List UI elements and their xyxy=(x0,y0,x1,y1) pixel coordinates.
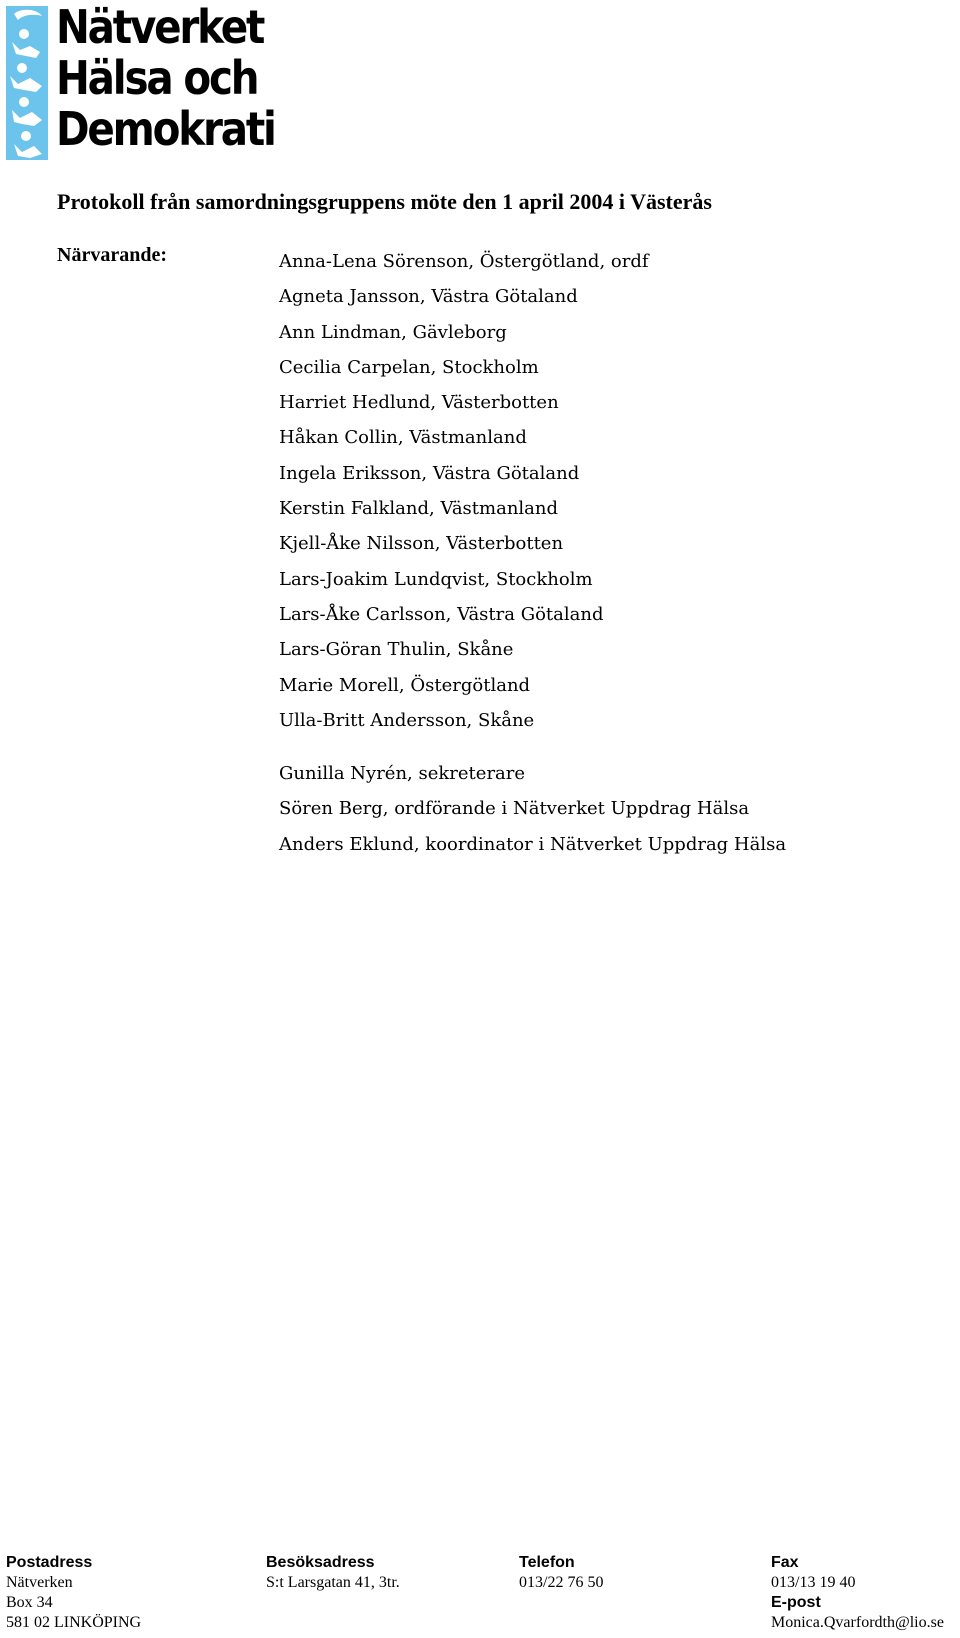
list-item: Gunilla Nyrén, sekreterare xyxy=(279,763,526,784)
footer-line: S:t Larsgatan 41, 3tr. xyxy=(266,1574,400,1591)
footer-line: 581 02 LINKÖPING xyxy=(6,1614,142,1631)
list-item: Håkan Collin, Västmanland xyxy=(279,427,527,449)
list-item: Cecilia Carpelan, Stockholm xyxy=(279,356,539,378)
other-attendees-list xyxy=(279,756,786,862)
list-item: Lars-Åke Carlsson, Västra Götaland xyxy=(279,603,604,625)
attendance-list xyxy=(279,244,649,738)
logo-line: Demokrati xyxy=(56,102,275,156)
list-item: Harriet Hedlund, Västerbotten xyxy=(279,392,559,414)
attendance-label: Närvarande: xyxy=(57,244,167,266)
list-item: Anna-Lena Sörenson, Östergötland, ordf xyxy=(279,251,649,272)
footer-fax xyxy=(771,1553,944,1633)
footer-telefon xyxy=(519,1553,603,1593)
footer-postadress xyxy=(6,1553,141,1633)
list-item: Marie Morell, Östergötland xyxy=(279,674,531,696)
logo-wordmark xyxy=(56,2,275,155)
footer-line: Nätverken xyxy=(6,1574,73,1591)
list-item: Anders Eklund, koordinator i Nätverket Uppdrag Hälsa xyxy=(279,833,787,855)
list-item: Lars-Joakim Lundqvist, Stockholm xyxy=(279,568,593,590)
list-item: Lars-Göran Thulin, Skåne xyxy=(279,639,514,661)
list-item: Kjell-Åke Nilsson, Västerbotten xyxy=(279,533,564,555)
footer-line: 013/22 76 50 xyxy=(519,1574,604,1591)
footer-heading: Telefon xyxy=(519,1554,575,1571)
logo-line: Hälsa och xyxy=(56,51,258,105)
footer-besoksadress xyxy=(266,1553,400,1593)
list-item: Agneta Jansson, Västra Götaland xyxy=(279,286,578,308)
list-item: Kerstin Falkland, Västmanland xyxy=(279,498,559,520)
list-item: Sören Berg, ordförande i Nätverket Uppdrag Hälsa xyxy=(279,798,750,820)
logo-figures-icon xyxy=(6,6,48,160)
document-title: Protokoll från samordningsgruppens möte den 1 april 2004 i Västerås xyxy=(57,189,712,214)
footer-line: Box 34 xyxy=(6,1594,53,1611)
list-item: Ann Lindman, Gävleborg xyxy=(279,321,507,343)
footer-heading: E-post xyxy=(771,1594,821,1611)
list-item: Ulla-Britt Andersson, Skåne xyxy=(279,709,535,731)
footer-heading: Fax xyxy=(771,1554,799,1571)
footer-line: 013/13 19 40 xyxy=(771,1574,856,1591)
logo-line: Nätverket xyxy=(56,0,264,54)
list-item: Ingela Eriksson, Västra Götaland xyxy=(279,462,580,484)
footer-heading: Besöksadress xyxy=(266,1554,375,1571)
footer-heading: Postadress xyxy=(6,1554,93,1571)
footer-email: Monica.Qvarfordth@lio.se xyxy=(771,1614,944,1631)
